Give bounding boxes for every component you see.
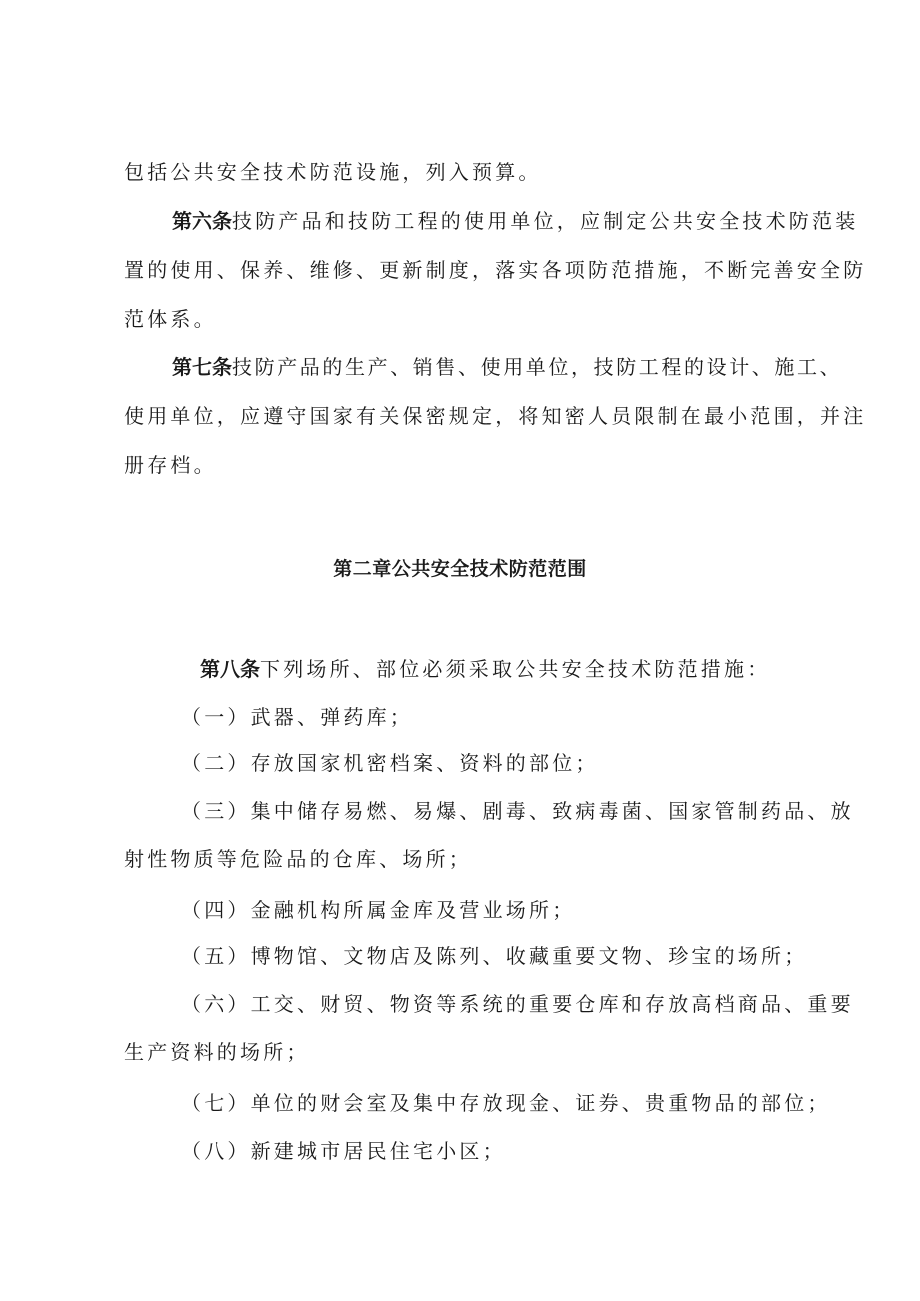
list-item-8: （八）新建城市居民住宅小区； [181,1139,506,1163]
article-6-line-2: 置的使用、保养、维修、更新制度，落实各项防范措施，不断完善安全防 [124,258,867,282]
list-item-2: （二）存放国家机密档案、资料的部位； [181,751,599,775]
article-7-line-1 [172,355,872,379]
article-8-text: 下列场所、部位必须采取公共安全技术防范措施： [260,657,771,681]
list-item-1: （一）武器、弹药库； [181,705,413,729]
article-7-text-1: 技防产品的生产、销售、使用单位，技防工程的设计、施工、 [232,355,843,379]
list-item-3-line-1: （三）集中储存易燃、易爆、剧毒、致病毒菌、国家管制药品、放 [181,799,854,823]
list-item-6-line-1: （六）工交、财贸、物资等系统的重要仓库和存放高档商品、重要 [181,992,854,1016]
list-item-6-line-2: 生产资料的场所； [124,1040,310,1064]
list-item-4: （四）金融机构所属金库及营业场所； [181,898,576,922]
article-7-line-3: 册存档。 [124,453,217,477]
list-item-3-line-2: 射性物质等危险品的仓库、场所； [124,847,472,871]
article-6-line-3: 范体系。 [124,307,217,331]
article-6-text-1: 技防产品和技防工程的使用单位，应制定公共安全技术防范装 [232,209,859,233]
list-item-7: （七）单位的财会室及集中存放现金、证券、贵重物品的部位； [181,1091,831,1115]
article-6-line-1 [172,209,872,233]
article-7-line-2: 使用单位，应遵守国家有关保密规定，将知密人员限制在最小范围，并注 [124,404,867,428]
article-5-tail: 包括公共安全技术防范设施，列入预算。 [124,160,542,184]
article-8-number: 第八条 [200,657,260,681]
list-item-5: （五）博物馆、文物店及陈列、收藏重要文物、珍宝的场所； [181,944,808,968]
article-7-number: 第七条 [172,355,232,379]
article-8-intro [200,657,900,681]
chapter-2-title: 第二章公共安全技术防范范围 [333,558,587,580]
article-6-number: 第六条 [172,209,232,233]
